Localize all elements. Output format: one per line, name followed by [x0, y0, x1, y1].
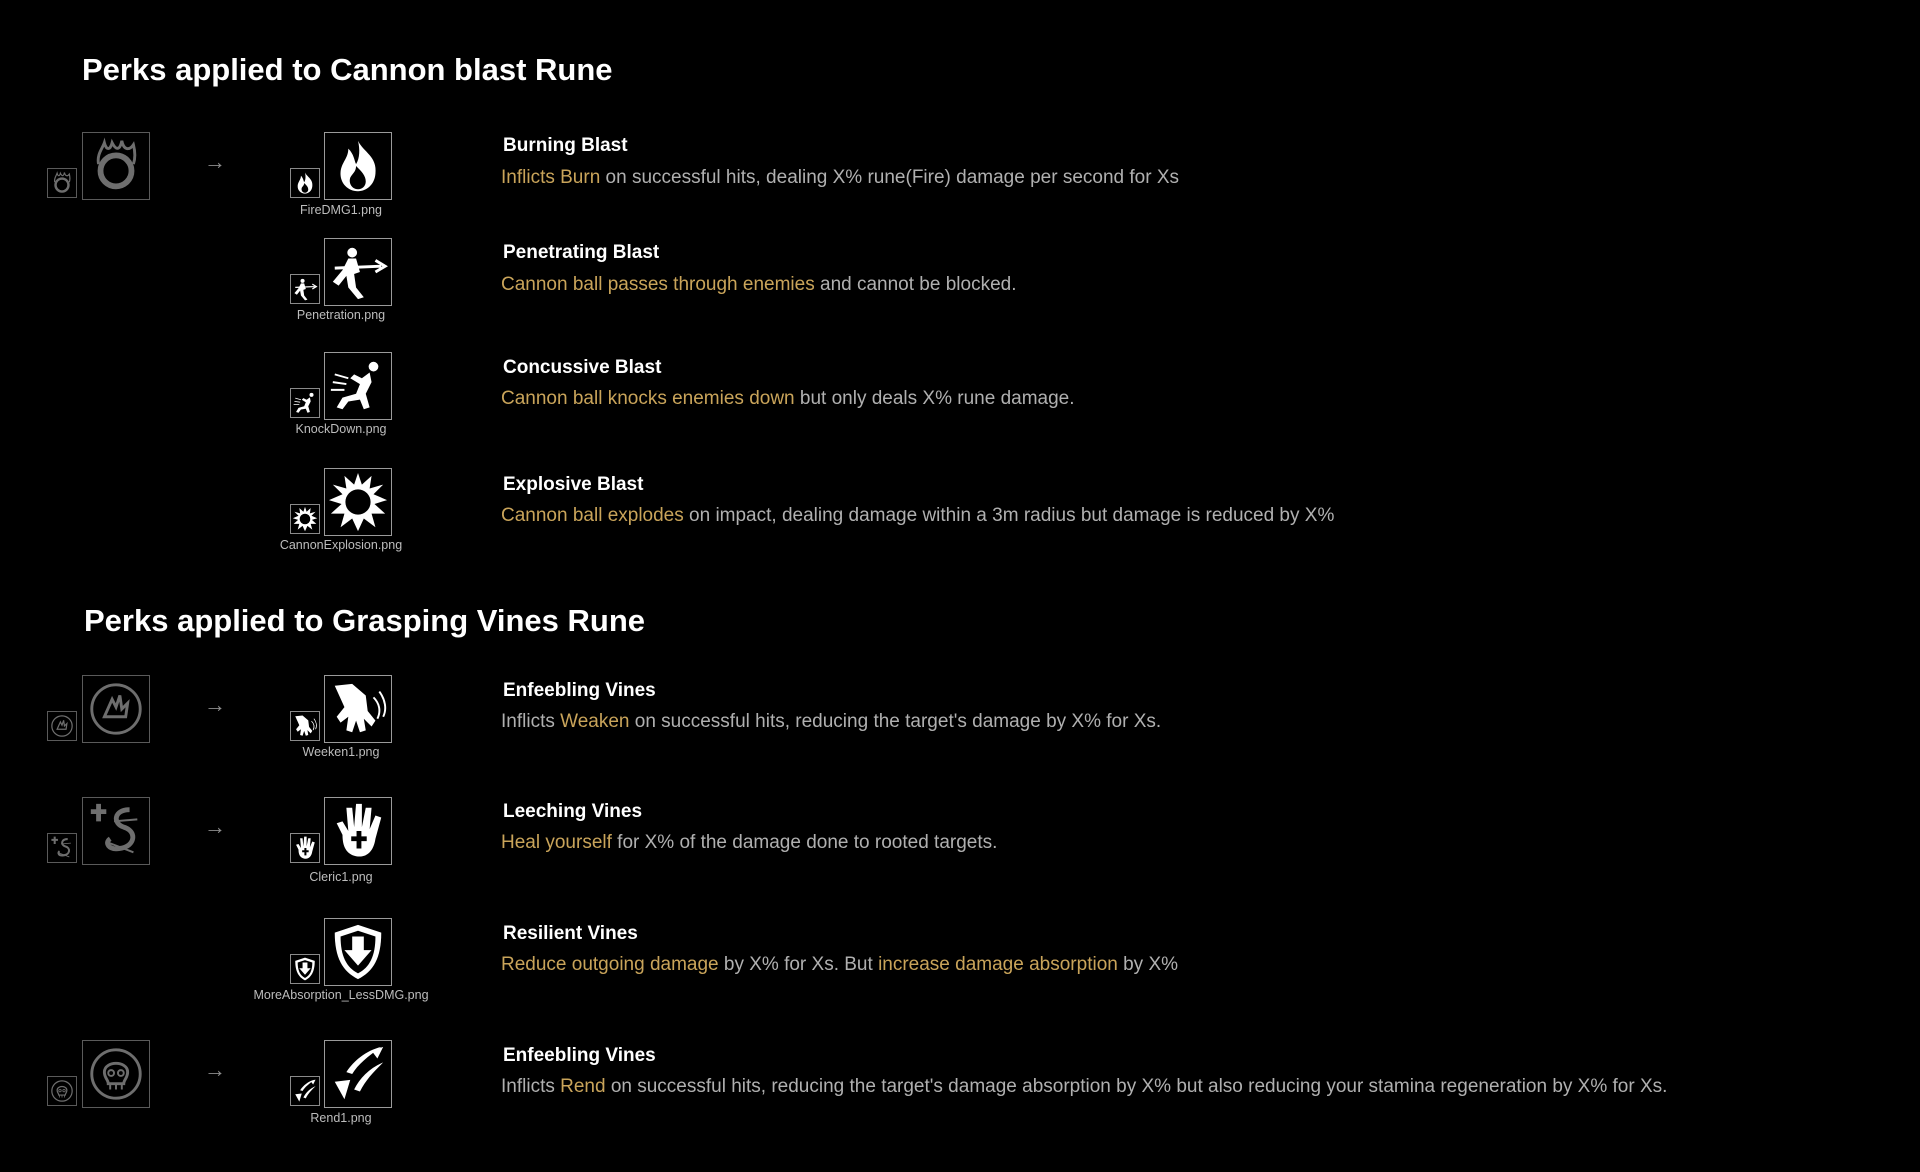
explosion-icon [292, 506, 318, 532]
shield-arrow-icon [292, 956, 318, 982]
weaken-hand-icon [292, 713, 318, 739]
perk-penetrating-blast [0, 237, 1920, 357]
cleric-hand-icon [327, 800, 389, 862]
target-icon [324, 675, 392, 743]
perk-description [501, 711, 1161, 733]
explosion-icon [327, 471, 389, 533]
cleric-hand-icon [292, 835, 318, 861]
target-icon-small [290, 168, 320, 198]
source-icon-small [47, 711, 77, 741]
icon-filename: Weeken1.png [302, 745, 380, 759]
weaken-hand-icon [327, 678, 389, 740]
perk-name: Explosive Blast [503, 474, 644, 495]
desc-highlight: Cannon ball explodes [501, 505, 684, 526]
rend-icon [327, 1043, 389, 1105]
target-icon [324, 468, 392, 536]
target-icon-small [290, 711, 320, 741]
desc-text: and cannot be blocked. [814, 274, 1017, 295]
perk-name: Concussive Blast [503, 357, 662, 378]
source-icon-small [47, 168, 77, 198]
perk-enfeebling-vines [0, 674, 1920, 794]
icon-filename: CannonExplosion.png [279, 538, 403, 552]
perk-description [501, 274, 1016, 296]
perk-name: Resilient Vines [503, 923, 638, 944]
icon-filename: Cleric1.png [309, 870, 373, 884]
icon-filename: Penetration.png [296, 308, 386, 322]
serpent-cross-icon [85, 800, 147, 862]
perk-description [501, 954, 1178, 976]
icon-filename: KnockDown.png [295, 422, 387, 436]
perk-description [501, 505, 1334, 527]
target-icon [324, 352, 392, 420]
perk-description [501, 167, 1179, 189]
target-icon [324, 797, 392, 865]
icon-filename: MoreAbsorption_LessDMG.png [253, 988, 429, 1002]
desc-highlight: Rend [560, 1076, 606, 1097]
icon-filename: Rend1.png [310, 1111, 372, 1125]
target-icon-small [290, 504, 320, 534]
desc-text: by X% [1117, 954, 1179, 975]
skull-ring-icon [49, 1078, 75, 1104]
perk-concussive-blast [0, 351, 1920, 471]
target-icon-small [290, 954, 320, 984]
desc-text: Inflicts [501, 711, 561, 732]
desc-text: Inflicts [501, 1076, 561, 1097]
icon-filename: FireDMG1.png [300, 203, 382, 217]
knockdown-icon [327, 355, 389, 417]
knockdown-icon [292, 390, 318, 416]
burning-ring-icon [49, 170, 75, 196]
perk-description [501, 388, 1075, 410]
target-icon [324, 918, 392, 986]
target-icon [324, 1040, 392, 1108]
perk-leeching-vines [0, 796, 1920, 916]
desc-highlight: increase damage absorption [878, 954, 1118, 975]
vine-hand-icon [49, 713, 75, 739]
perk-explosive-blast [0, 467, 1920, 587]
arrow-icon: → [204, 692, 226, 717]
perk-resilient-vines [0, 917, 1920, 1037]
fire-icon [292, 170, 318, 196]
perk-description [501, 1076, 1667, 1098]
target-icon [324, 132, 392, 200]
burning-ring-icon [85, 135, 147, 197]
source-icon-small [47, 833, 77, 863]
arrow-icon: → [204, 814, 226, 839]
desc-text: by X% for Xs. But [718, 954, 879, 975]
target-icon-small [290, 274, 320, 304]
desc-text: on successful hits, dealing X% rune(Fire) damage per second for Xs [600, 167, 1179, 188]
perk-description [501, 832, 997, 854]
perk-name: Burning Blast [503, 135, 628, 156]
target-icon-small [290, 388, 320, 418]
skull-ring-icon [85, 1043, 147, 1105]
desc-text: on successful hits, reducing the target's damage absorption by X% but also reducing your stamina regeneration by X% for Xs. [605, 1076, 1668, 1097]
section-title: Perks applied to Grasping Vines Rune [84, 603, 646, 638]
desc-highlight: Cannon ball passes through enemies [501, 274, 815, 295]
desc-highlight: Inflicts Burn [501, 167, 601, 188]
source-icon [82, 675, 150, 743]
penetration-icon [292, 276, 318, 302]
desc-text: on successful hits, reducing the target's damage by X% for Xs. [629, 711, 1162, 732]
desc-highlight: Reduce outgoing damage [501, 954, 719, 975]
perk-enfeebling-vines-rend [0, 1039, 1920, 1159]
serpent-cross-icon [49, 835, 75, 861]
desc-text: for X% of the damage done to rooted targets. [611, 832, 998, 853]
perk-name: Enfeebling Vines [503, 1045, 656, 1066]
fire-icon [327, 135, 389, 197]
arrow-icon: → [204, 149, 226, 174]
section-title: Perks applied to Cannon blast Rune [82, 52, 613, 87]
desc-text: on impact, dealing damage within a 3m radius but damage is reduced by X% [683, 505, 1335, 526]
perk-name: Penetrating Blast [503, 242, 660, 263]
source-icon [82, 132, 150, 200]
penetration-icon [327, 241, 389, 303]
target-icon [324, 238, 392, 306]
desc-highlight: Heal yourself [501, 832, 612, 853]
target-icon-small [290, 1076, 320, 1106]
desc-highlight: Weaken [560, 711, 630, 732]
perk-burning-blast [0, 131, 1920, 251]
desc-text: but only deals X% rune damage. [794, 388, 1075, 409]
desc-highlight: Cannon ball knocks enemies down [501, 388, 795, 409]
vine-hand-icon [85, 678, 147, 740]
perk-name: Leeching Vines [503, 801, 643, 822]
arrow-icon: → [204, 1057, 226, 1082]
shield-arrow-icon [327, 921, 389, 983]
rend-icon [292, 1078, 318, 1104]
perk-name: Enfeebling Vines [503, 680, 656, 701]
source-icon-small [47, 1076, 77, 1106]
source-icon [82, 1040, 150, 1108]
source-icon [82, 797, 150, 865]
target-icon-small [290, 833, 320, 863]
